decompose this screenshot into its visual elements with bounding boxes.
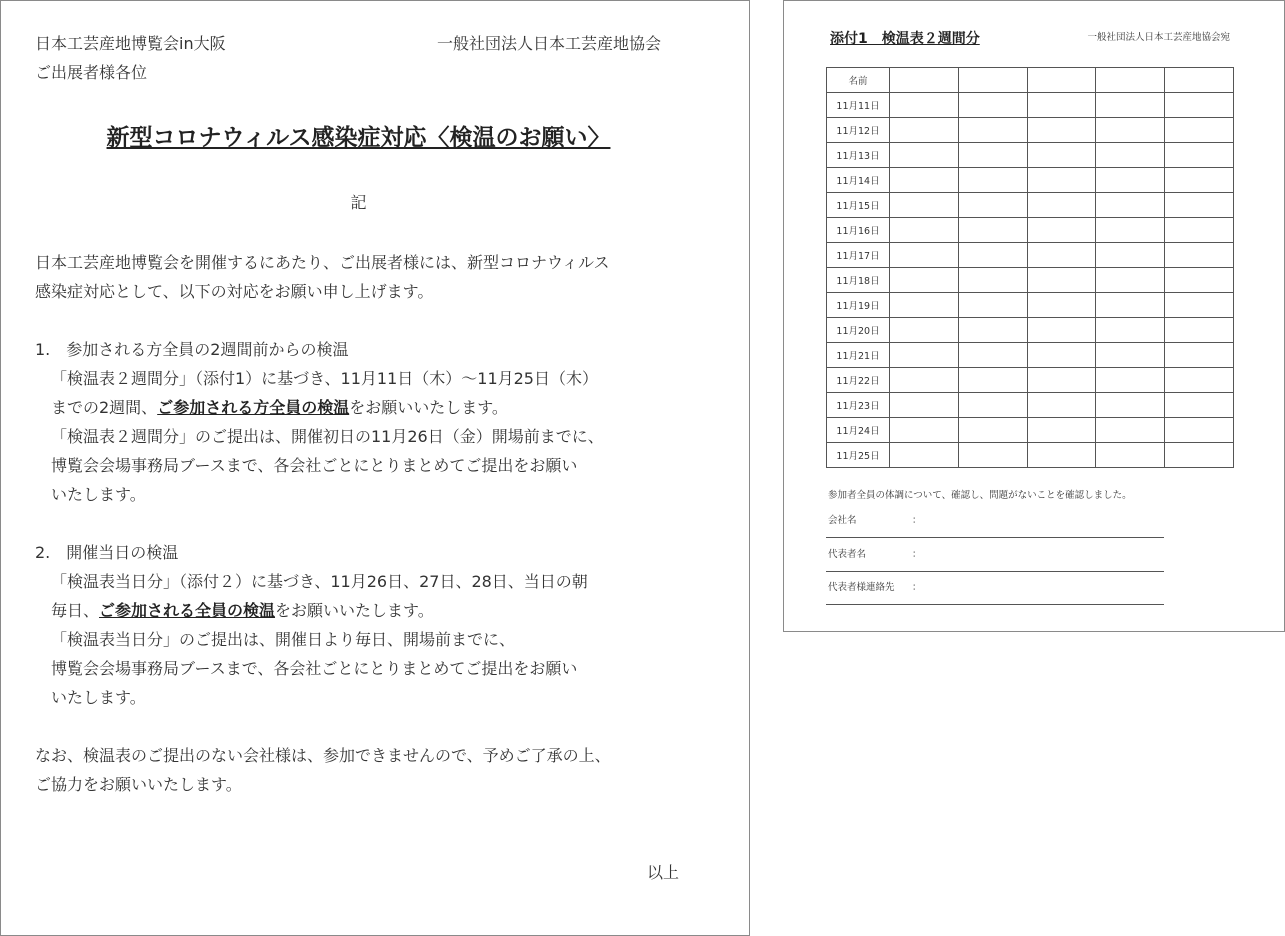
entry-cell[interactable]: [1027, 393, 1096, 418]
entry-cell[interactable]: [1165, 118, 1234, 143]
entry-cell[interactable]: [890, 243, 959, 268]
intro-line-2: 感染症対応として、以下の対応をお願い申し上げます。: [35, 282, 434, 301]
entry-cell[interactable]: [1165, 343, 1234, 368]
table-row-label: 11月22日: [827, 368, 890, 393]
entry-cell[interactable]: [890, 368, 959, 393]
entry-cell[interactable]: [890, 443, 959, 468]
entry-cell[interactable]: [1165, 443, 1234, 468]
entry-cell[interactable]: [958, 368, 1027, 393]
section-2-line-5: いたします。: [51, 688, 146, 707]
entry-cell[interactable]: [890, 93, 959, 118]
entry-cell[interactable]: [1027, 318, 1096, 343]
entry-cell[interactable]: [1027, 93, 1096, 118]
table-row-label: 11月12日: [827, 118, 890, 143]
entry-cell[interactable]: [890, 68, 959, 93]
section-2-heading: 2. 開催当日の検温: [35, 543, 179, 562]
table-row: [827, 418, 1234, 443]
entry-cell[interactable]: [890, 193, 959, 218]
entry-cell[interactable]: [1096, 443, 1165, 468]
table-row-label: 11月16日: [827, 218, 890, 243]
entry-cell[interactable]: [1096, 118, 1165, 143]
entry-cell[interactable]: [958, 343, 1027, 368]
entry-cell[interactable]: [1027, 118, 1096, 143]
entry-cell[interactable]: [1027, 68, 1096, 93]
company-name-label: 会社名: [828, 515, 857, 526]
event-name: 日本工芸産地博覧会in大阪: [35, 34, 226, 53]
table-row-label: 11月24日: [827, 418, 890, 443]
intro-line-1: 日本工芸産地博覧会を開催するにあたり、ご出展者様には、新型コロナウィルス: [35, 253, 610, 272]
table-row: [827, 243, 1234, 268]
section-1-line-2: [51, 398, 508, 418]
entry-cell[interactable]: [958, 68, 1027, 93]
entry-cell[interactable]: [1027, 143, 1096, 168]
entry-cell[interactable]: [890, 318, 959, 343]
entry-cell[interactable]: [958, 418, 1027, 443]
section-1-line-2-post: をお願いいたします。: [349, 398, 508, 417]
entry-cell[interactable]: [1027, 168, 1096, 193]
entry-cell[interactable]: [890, 168, 959, 193]
entry-cell[interactable]: [1096, 318, 1165, 343]
section-2-line-4: 博覧会会場事務局ブースまで、各会社ごとにとりまとめてご提出をお願い: [51, 659, 578, 678]
entry-cell[interactable]: [1096, 393, 1165, 418]
entry-cell[interactable]: [1027, 243, 1096, 268]
organizer-name: 一般社団法人日本工芸産地協会: [437, 34, 662, 53]
table-row: [827, 168, 1234, 193]
attachment-page: [783, 0, 1285, 632]
table-row-label: 11月20日: [827, 318, 890, 343]
addressee: ご出展者様各位: [35, 63, 148, 82]
entry-cell[interactable]: [890, 293, 959, 318]
representative-contact-label: 代表者様連絡先: [828, 582, 895, 593]
entry-cell[interactable]: [958, 318, 1027, 343]
representative-name-label: 代表者名: [828, 549, 867, 560]
entry-cell[interactable]: [1165, 318, 1234, 343]
table-row: [827, 93, 1234, 118]
section-1-heading: 1. 参加される方全員の2週間前からの検温: [35, 340, 349, 359]
section-1-line-4: 博覧会会場事務局ブースまで、各会社ごとにとりまとめてご提出をお願い: [51, 456, 578, 475]
entry-cell[interactable]: [1165, 68, 1234, 93]
table-row-label: 11月13日: [827, 143, 890, 168]
confirmation-text: 参加者全員の体調について、確認し、問題がないことを確認しました。: [828, 490, 1132, 501]
section-1-line-5: いたします。: [51, 485, 146, 504]
entry-cell[interactable]: [1165, 268, 1234, 293]
representative-name-line[interactable]: [826, 571, 1164, 572]
entry-cell[interactable]: [890, 393, 959, 418]
ki-marker: 記: [350, 193, 367, 212]
table-row: [827, 343, 1234, 368]
entry-cell[interactable]: [1027, 418, 1096, 443]
entry-cell[interactable]: [1096, 68, 1165, 93]
entry-cell[interactable]: [1096, 268, 1165, 293]
section-2-line-2-pre: 毎日、: [51, 601, 100, 620]
table-row: [827, 143, 1234, 168]
table-header-row: [827, 68, 1234, 93]
entry-cell[interactable]: [1027, 218, 1096, 243]
attachment-title: 添付1 検温表２週間分: [830, 31, 980, 47]
entry-cell[interactable]: [890, 143, 959, 168]
entry-cell[interactable]: [958, 393, 1027, 418]
representative-contact-sep: ：: [912, 582, 922, 593]
entry-cell[interactable]: [1165, 293, 1234, 318]
entry-cell[interactable]: [1165, 393, 1234, 418]
entry-cell[interactable]: [1027, 343, 1096, 368]
entry-cell[interactable]: [1096, 343, 1165, 368]
table-row: [827, 368, 1234, 393]
table-row-label: 11月21日: [827, 343, 890, 368]
entry-cell[interactable]: [1165, 193, 1234, 218]
section-1-line-3: 「検温表２週間分」のご提出は、開催初日の11月26日（金）開場前までに、: [51, 427, 604, 446]
entry-cell[interactable]: [958, 293, 1027, 318]
table-row: [827, 293, 1234, 318]
entry-cell[interactable]: [1027, 443, 1096, 468]
table-row-label: 11月15日: [827, 193, 890, 218]
entry-cell[interactable]: [1096, 368, 1165, 393]
table-row: [827, 393, 1234, 418]
attachment-org: 一般社団法人日本工芸産地協会宛: [1087, 32, 1230, 43]
entry-cell[interactable]: [1027, 268, 1096, 293]
entry-cell[interactable]: [1165, 143, 1234, 168]
entry-cell[interactable]: [1165, 168, 1234, 193]
entry-cell[interactable]: [958, 268, 1027, 293]
entry-cell[interactable]: [1096, 168, 1165, 193]
section-1-emphasis: ご参加される方全員の検温: [157, 398, 350, 417]
entry-cell[interactable]: [1096, 93, 1165, 118]
entry-cell[interactable]: [890, 118, 959, 143]
entry-cell[interactable]: [890, 343, 959, 368]
representative-name-sep: ：: [912, 549, 922, 560]
entry-cell[interactable]: [1096, 418, 1165, 443]
section-2-line-1: 「検温表当日分」（添付２）に基づき、11月26日、27日、28日、当日の朝: [51, 572, 588, 591]
entry-cell[interactable]: [1165, 368, 1234, 393]
temperature-table: [826, 67, 1234, 468]
table-row-label: 名前: [827, 68, 890, 93]
table-row-label: 11月19日: [827, 293, 890, 318]
end-marker: 以上: [646, 863, 679, 882]
section-2-emphasis: ご参加される全員の検温: [99, 601, 276, 620]
table-row: [827, 218, 1234, 243]
table-row-label: 11月11日: [827, 93, 890, 118]
entry-cell[interactable]: [1165, 93, 1234, 118]
company-name-sep: ：: [912, 515, 922, 526]
entry-cell[interactable]: [958, 143, 1027, 168]
entry-cell[interactable]: [1096, 243, 1165, 268]
entry-cell[interactable]: [1096, 293, 1165, 318]
entry-cell[interactable]: [958, 443, 1027, 468]
section-1-line-1: 「検温表２週間分」（添付1）に基づき、11月11日（木）～11月25日（木）: [51, 369, 598, 388]
table-row: [827, 443, 1234, 468]
entry-cell[interactable]: [958, 193, 1027, 218]
entry-cell[interactable]: [1027, 293, 1096, 318]
entry-cell[interactable]: [1096, 218, 1165, 243]
table-row: [827, 268, 1234, 293]
entry-cell[interactable]: [890, 268, 959, 293]
table-row-label: 11月23日: [827, 393, 890, 418]
section-1-line-2-pre: までの2週間、: [51, 398, 158, 417]
table-row: [827, 118, 1234, 143]
entry-cell[interactable]: [890, 418, 959, 443]
entry-cell[interactable]: [958, 118, 1027, 143]
page-title: 新型コロナウィルス感染症対応〈検温のお願い〉: [106, 125, 611, 151]
entry-cell[interactable]: [1165, 418, 1234, 443]
table-row: [827, 193, 1234, 218]
company-name-line[interactable]: [826, 537, 1164, 538]
section-2-line-2: [51, 601, 434, 621]
table-row-label: 11月25日: [827, 443, 890, 468]
table-row-label: 11月18日: [827, 268, 890, 293]
entry-cell[interactable]: [1165, 218, 1234, 243]
entry-cell[interactable]: [958, 168, 1027, 193]
table-row: [827, 318, 1234, 343]
table-row-label: 11月17日: [827, 243, 890, 268]
section-2-line-3: 「検温表当日分」のご提出は、開催日より毎日、開場前までに、: [51, 630, 516, 649]
closing-line-2: ご協力をお願いいたします。: [35, 775, 242, 794]
entry-cell[interactable]: [958, 93, 1027, 118]
entry-cell[interactable]: [1027, 193, 1096, 218]
section-2-line-2-post: をお願いいたします。: [275, 601, 434, 620]
entry-cell[interactable]: [1096, 143, 1165, 168]
entry-cell[interactable]: [958, 218, 1027, 243]
entry-cell[interactable]: [1096, 193, 1165, 218]
representative-contact-line[interactable]: [826, 604, 1164, 605]
table-row-label: 11月14日: [827, 168, 890, 193]
entry-cell[interactable]: [890, 218, 959, 243]
entry-cell[interactable]: [1165, 243, 1234, 268]
entry-cell[interactable]: [958, 243, 1027, 268]
closing-line-1: なお、検温表のご提出のない会社様は、参加できませんので、予めご了承の上、: [35, 746, 611, 765]
entry-cell[interactable]: [1027, 368, 1096, 393]
